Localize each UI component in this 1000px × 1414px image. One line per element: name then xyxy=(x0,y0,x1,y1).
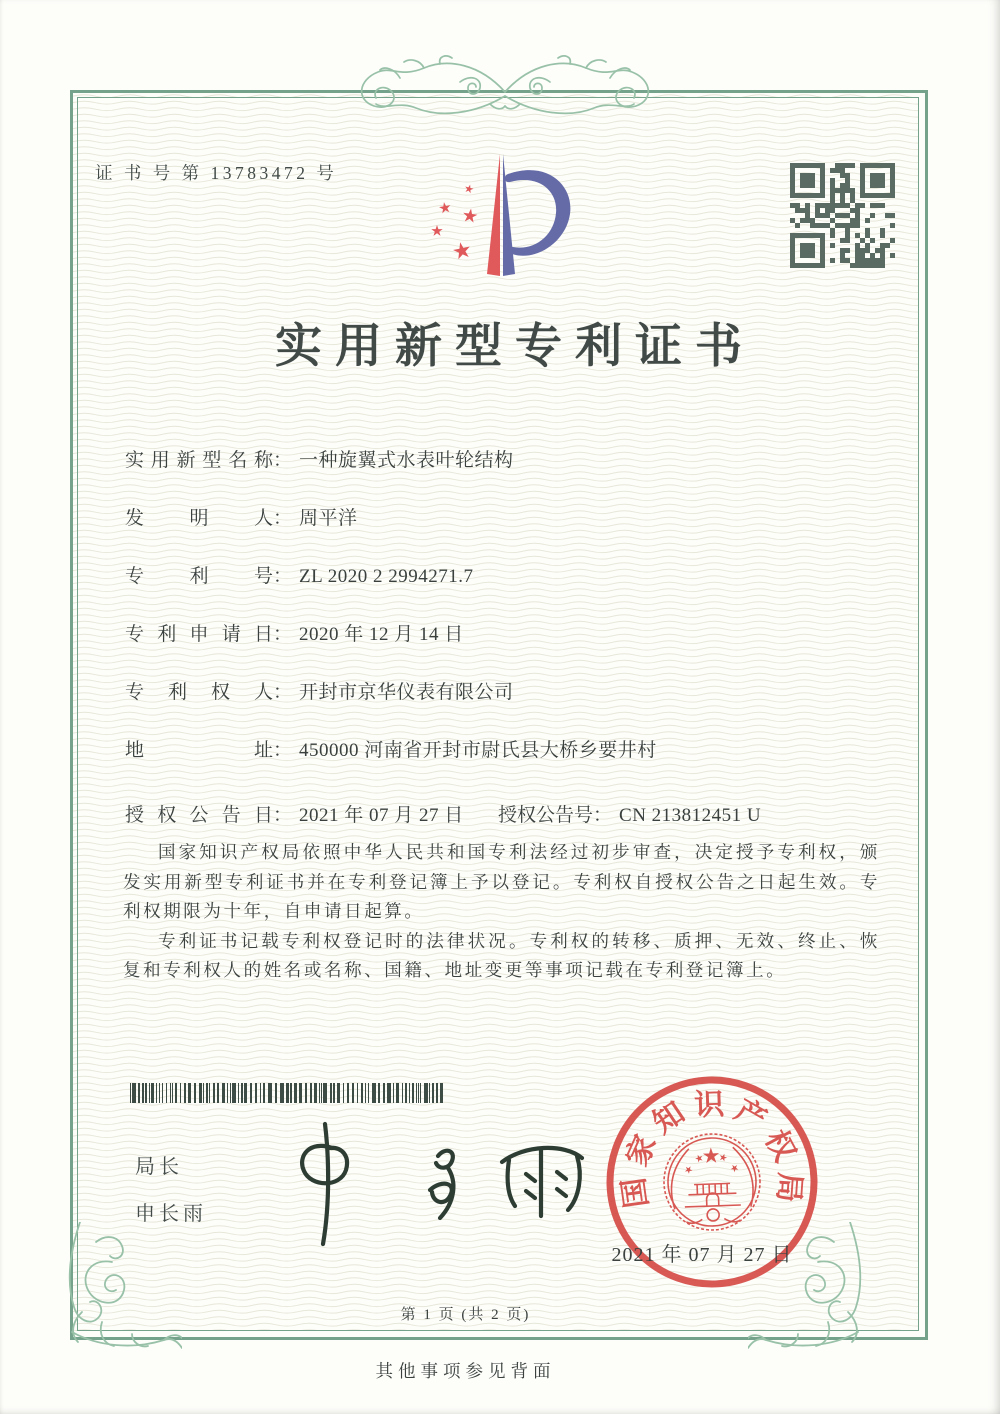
field-value: 开封市京华仪表有限公司 xyxy=(299,682,514,703)
field-label: 专利申请日 xyxy=(125,624,273,645)
field-label: 发明人 xyxy=(125,508,273,529)
field-value: 450000 河南省开封市尉氏县大桥乡要井村 xyxy=(299,740,657,761)
field-value: 周平洋 xyxy=(299,508,358,529)
bottom-left-corner-ornament xyxy=(52,1222,182,1357)
legal-paragraph-2: 专利证书记载专利权登记时的法律状况。专利权的转移、质押、无效、终止、恢复和专利权人的姓名或名称、国籍、地址变更等事项记载在专利登记簿上。 xyxy=(123,930,880,981)
svg-text:产: 产 xyxy=(729,1093,772,1138)
svg-text:局: 局 xyxy=(771,1171,807,1204)
qr-code-icon xyxy=(790,163,895,268)
field-label: 专利权人 xyxy=(125,682,273,703)
field-row-patent-no: 专利号： ZL 2020 2 2994271.7 xyxy=(125,548,920,606)
field-value: ZL 2020 2 2994271.7 xyxy=(299,566,474,587)
emblem-stars xyxy=(684,1147,738,1174)
field-value: 一种旋翼式水表叶轮结构 xyxy=(299,450,514,471)
field-row-address: 地址： 450000 河南省开封市尉氏县大桥乡要井村 xyxy=(125,722,920,780)
director-title: 局长 xyxy=(135,1156,183,1178)
field-value: 2020 年 12 月 14 日 xyxy=(299,624,464,645)
svg-text:识: 识 xyxy=(693,1088,725,1123)
field-row-filing-date: 专利申请日： 2020 年 12 月 14 日 xyxy=(125,606,920,664)
field-row-patentee: 专利权人： 开封市京华仪表有限公司 xyxy=(125,664,920,722)
legal-paragraph-1: 国家知识产权局依照中华人民共和国专利法经过初步审查，决定授予专利权，颁发实用新型专利证书并在专利登记簿上予以登记。专利权自授权公告之日起生效。专利权期限为十年，自申请日起算。 xyxy=(123,842,880,922)
back-note: 其他事项参见背面 xyxy=(375,1361,556,1381)
svg-text:知: 知 xyxy=(647,1096,691,1141)
barcode-icon xyxy=(130,1083,452,1103)
svg-text:家: 家 xyxy=(620,1130,663,1172)
page-number: 第 1 页 (共 2 页) xyxy=(400,1307,531,1323)
grant-date-value: 2021 年 07 月 27 日 xyxy=(299,805,464,826)
seal-date: 2021 年 07 月 27 日 xyxy=(611,1244,793,1266)
grant-number-value: CN 213812451 U xyxy=(619,805,762,826)
field-label: 实用新型名称 xyxy=(125,450,273,471)
cnipa-logo-icon xyxy=(424,148,579,288)
field-row-grant: 授权公告日： 2021 年 07 月 27 日 授权公告号： CN 213812451 U xyxy=(125,787,920,845)
svg-text:国: 国 xyxy=(617,1175,655,1210)
director-name: 申长雨 xyxy=(135,1203,207,1225)
field-label: 专利号 xyxy=(125,566,273,587)
certificate-number: 证 书 号 第 13783472 号 xyxy=(95,163,338,183)
field-label: 地址 xyxy=(125,740,273,761)
logo-stars xyxy=(431,185,477,260)
grant-number-group: 授权公告号： CN 213812451 U xyxy=(498,805,762,826)
grant-number-label: 授权公告号 xyxy=(498,805,594,826)
svg-text:权: 权 xyxy=(758,1124,802,1167)
field-row-name: 实用新型名称： 一种旋翼式水表叶轮结构 xyxy=(125,432,920,490)
legal-text xyxy=(123,838,880,986)
grant-date-label: 授权公告日 xyxy=(125,805,273,826)
certificate-title: 实用新型专利证书 xyxy=(275,321,755,373)
top-border-ornament xyxy=(340,52,670,126)
director-signature-icon xyxy=(270,1118,610,1256)
field-row-inventor: 发明人： 周平洋 xyxy=(125,490,920,548)
field-list xyxy=(125,432,920,845)
